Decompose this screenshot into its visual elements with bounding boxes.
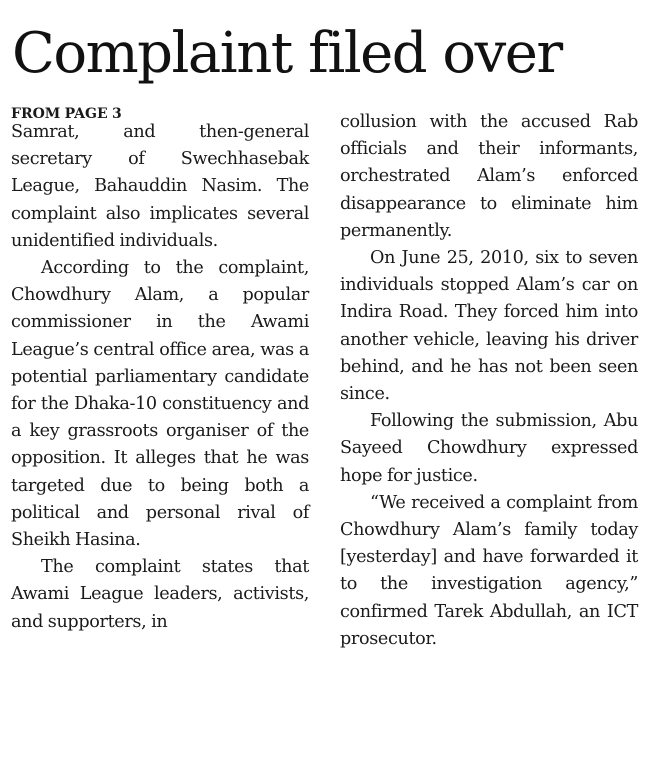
jump-line: FROM PAGE 3 bbox=[11, 106, 122, 122]
paragraph: “We received a complaint from Chowdhury Alam’s family today [yesterday] and have forwarded it to the investigation agency,” confirmed Tarek Abdullah, an ICT prosecutor. bbox=[340, 492, 638, 649]
article-headline: Complaint filed over bbox=[12, 21, 562, 86]
paragraph: Following the submission, Abu Sayeed Chowdhury expressed hope for justice. bbox=[340, 411, 638, 486]
paragraph: Samrat, and then-general secretary of Swechhasebak League, Bahauddin Nasim. The complaint also implicates several unidentified individuals. bbox=[11, 122, 309, 251]
paragraph: The complaint states that Awami League leaders, activists, and supporters, in bbox=[11, 557, 309, 632]
paragraph: According to the complaint, Chowdhury Alam, a popular commissioner in the Awami League’s central office area, was a potential parliamentary candidate for the Dhaka-10 constituency and a key grassroots organiser of the opposition. It alleges that he was targeted due to being both a political and personal rival of Sheikh Hasina. bbox=[11, 258, 309, 551]
paragraph: collusion with the accused Rab officials and their informants, orchestrated Alam’s enforced disappearance to eliminate him permanently. bbox=[340, 112, 638, 241]
paragraph: On June 25, 2010, six to seven individuals stopped Alam’s car on Indira Road. They forced him into another vehicle, leaving his driver behind, and he has not been seen since. bbox=[340, 248, 638, 405]
right-column bbox=[340, 109, 638, 653]
left-column bbox=[11, 104, 309, 636]
